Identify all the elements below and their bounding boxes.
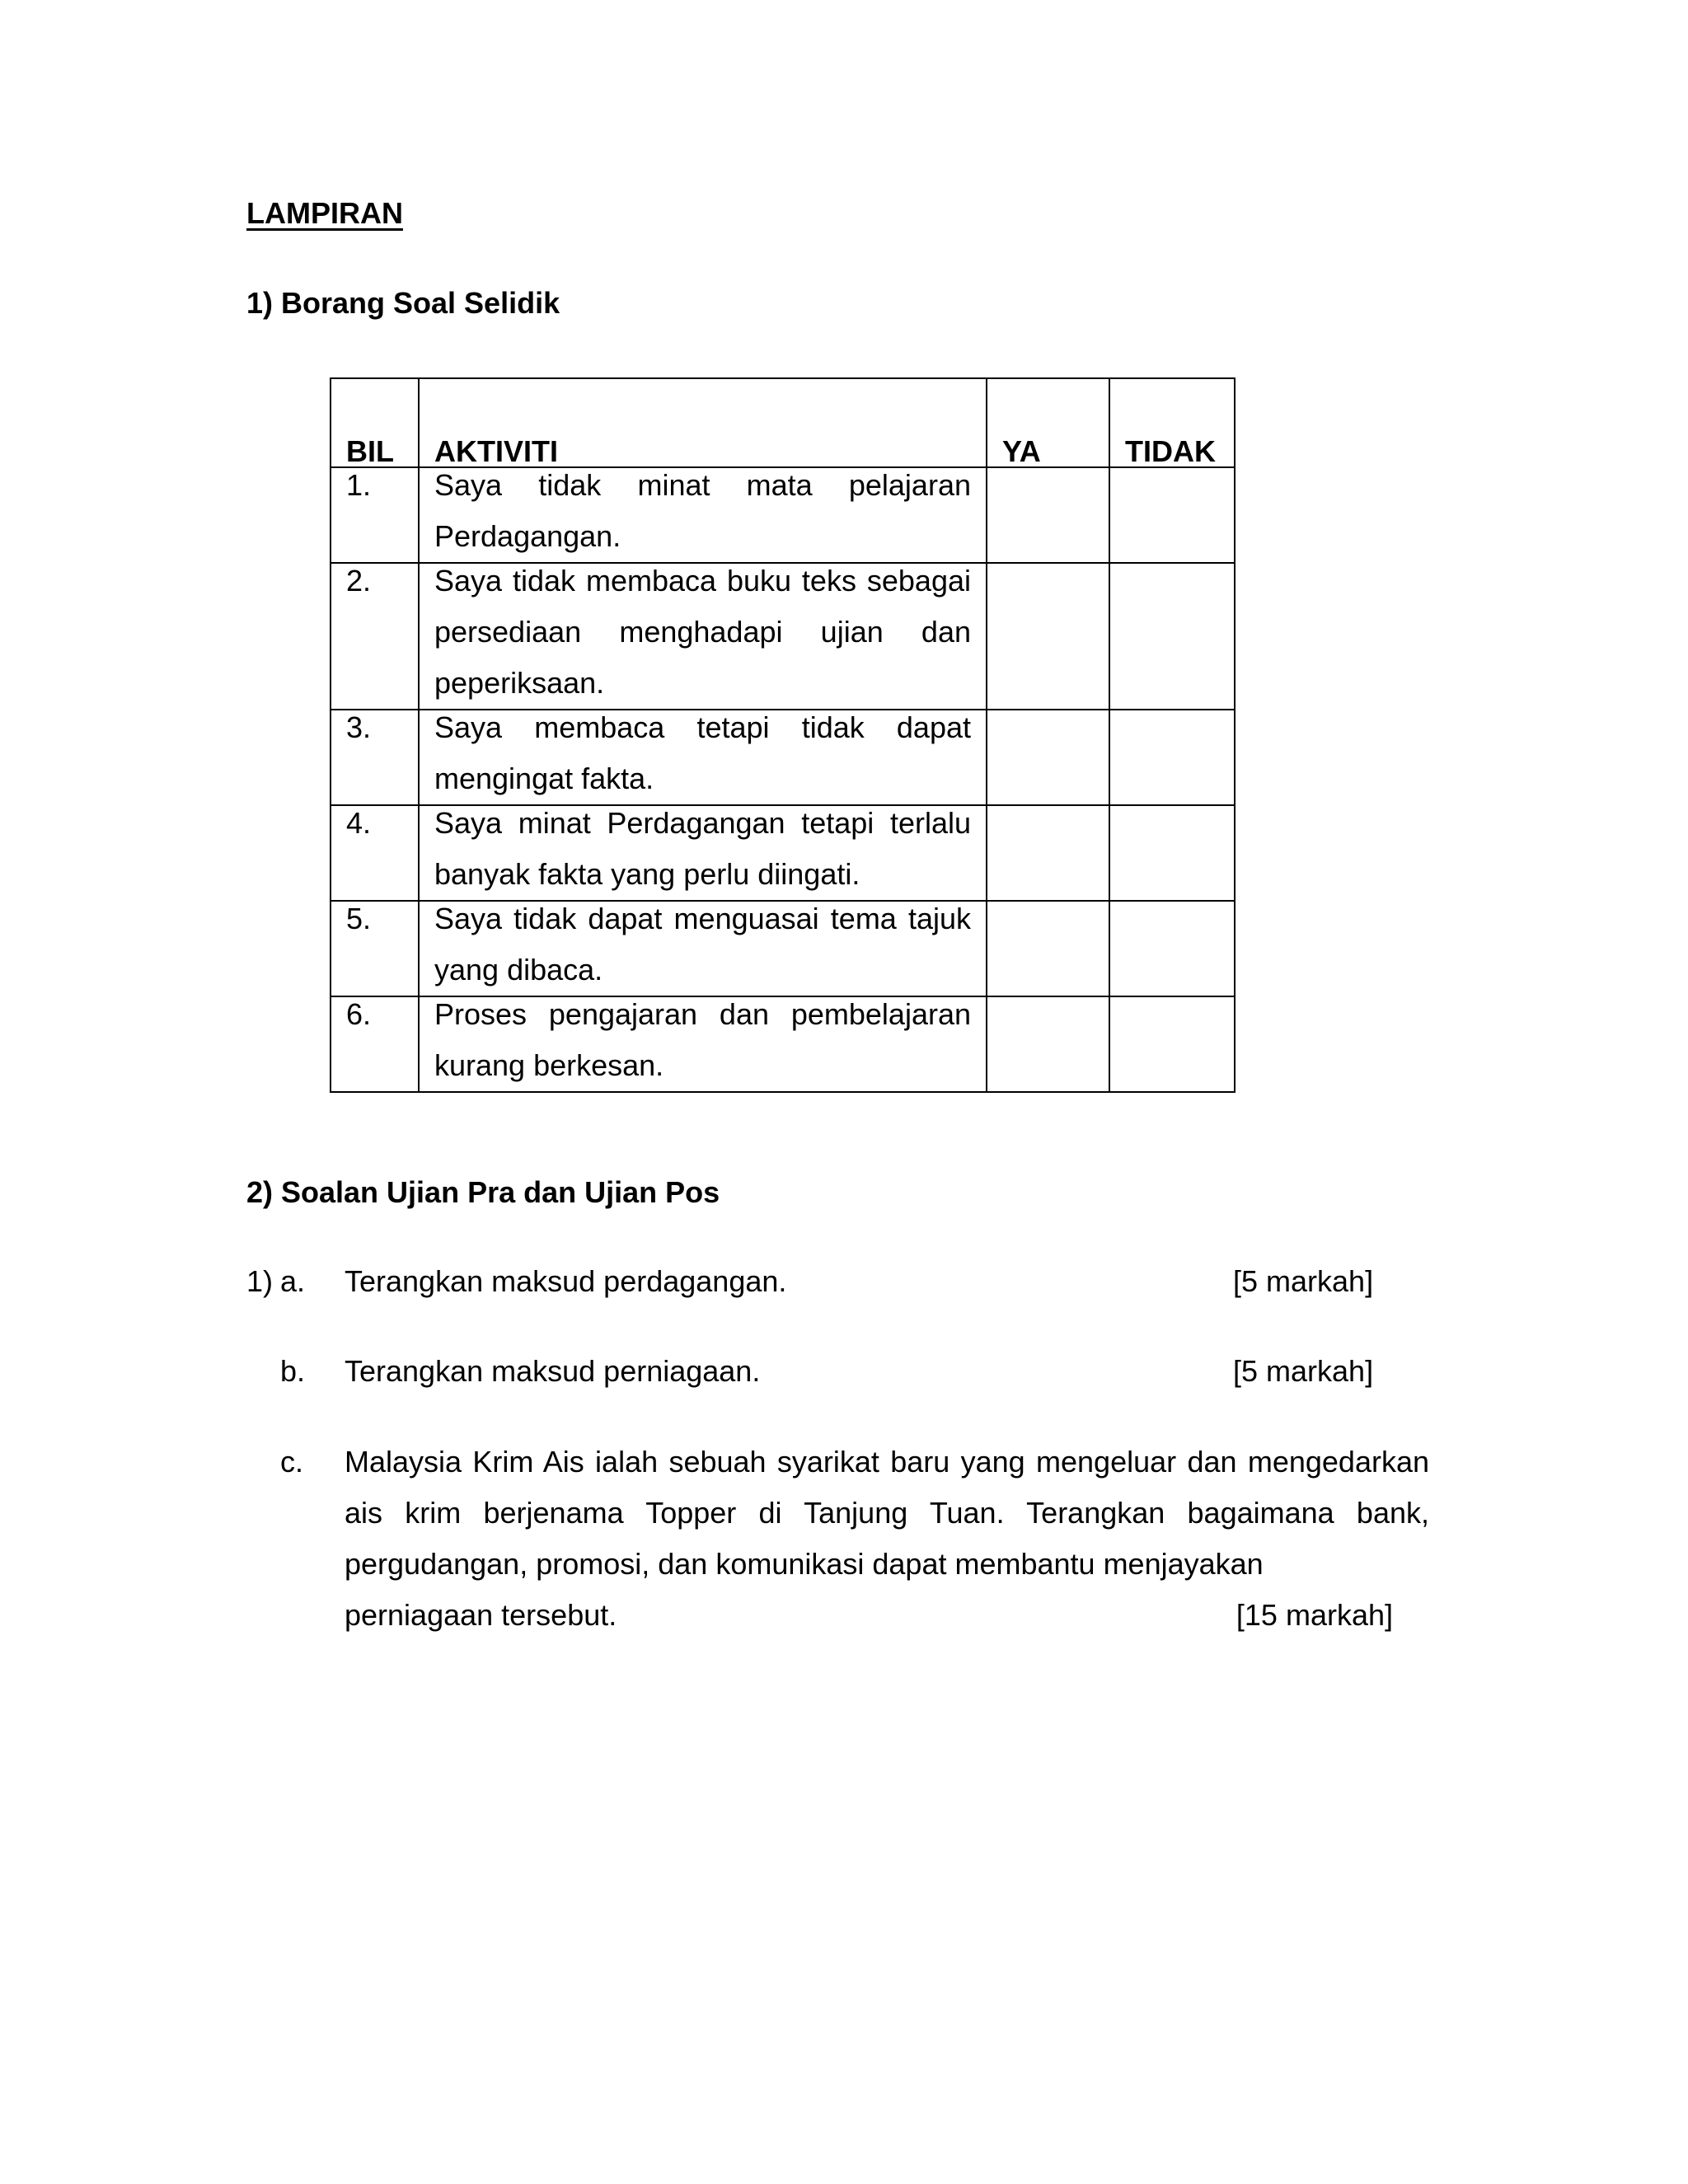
- tidak-cell[interactable]: [1109, 996, 1235, 1092]
- survey-table: [330, 377, 1236, 1093]
- question-marks: [5 markah]: [1233, 1354, 1374, 1388]
- row-activity-text: Saya tidak dapat menguasai tema tajuk yang dibaca.: [434, 902, 971, 987]
- row-number: 3.: [331, 710, 419, 805]
- row-number: 2.: [331, 563, 419, 710]
- tidak-cell[interactable]: [1109, 467, 1235, 563]
- question-letter: a.: [280, 1264, 306, 1298]
- question-b: [0, 1346, 1688, 1397]
- ya-cell[interactable]: [987, 710, 1109, 805]
- header-aktiviti: AKTIVITI: [419, 378, 987, 467]
- question-marks: [15 markah]: [1236, 1598, 1393, 1632]
- table-row: [331, 467, 1235, 563]
- row-activity: [419, 563, 987, 710]
- tidak-cell[interactable]: [1109, 901, 1235, 996]
- ya-cell[interactable]: [987, 805, 1109, 901]
- question-number: 1): [246, 1264, 274, 1298]
- ya-cell[interactable]: [987, 467, 1109, 563]
- question-text-end: perniagaan tersebut.: [345, 1598, 617, 1632]
- row-activity-text: Saya membaca tetapi tidak dapat mengingat fakta.: [434, 710, 971, 795]
- row-number: 5.: [331, 901, 419, 996]
- ya-cell[interactable]: [987, 996, 1109, 1092]
- question-last-line: [345, 1590, 1393, 1641]
- row-activity-text: Proses pengajaran dan pembelajaran kurang berkesan.: [434, 997, 971, 1082]
- row-activity: [419, 805, 987, 901]
- ya-cell[interactable]: [987, 901, 1109, 996]
- table-row: [331, 901, 1235, 996]
- page-title: LAMPIRAN: [246, 196, 403, 230]
- tidak-cell[interactable]: [1109, 805, 1235, 901]
- row-activity: [419, 710, 987, 805]
- question-letter: b.: [280, 1354, 306, 1388]
- table-row: [331, 805, 1235, 901]
- row-number: 4.: [331, 805, 419, 901]
- header-bil: BIL: [331, 378, 419, 467]
- question-letter: c.: [280, 1445, 304, 1479]
- table-row: [331, 563, 1235, 710]
- table-header-row: [331, 378, 1235, 467]
- row-number: 1.: [331, 467, 419, 563]
- header-tidak: TIDAK: [1109, 378, 1235, 467]
- header-ya: YA: [987, 378, 1109, 467]
- row-activity: [419, 467, 987, 563]
- row-activity: [419, 901, 987, 996]
- row-number: 6.: [331, 996, 419, 1092]
- row-activity-text: Saya tidak membaca buku teks sebagai persediaan menghadapi ujian dan peperiksaan.: [434, 564, 971, 700]
- tidak-cell[interactable]: [1109, 563, 1235, 710]
- table-row: [331, 710, 1235, 805]
- question-text: Terangkan maksud perniagaan.: [345, 1354, 761, 1388]
- tidak-cell[interactable]: [1109, 710, 1235, 805]
- question-marks: [5 markah]: [1233, 1264, 1374, 1298]
- row-activity: [419, 996, 987, 1092]
- row-activity-text: Saya minat Perdagangan tetapi terlalu banyak fakta yang perlu diingati.: [434, 806, 971, 891]
- section-heading-survey: 1) Borang Soal Selidik: [246, 286, 560, 320]
- table-row: [331, 996, 1235, 1092]
- question-text: Terangkan maksud perdagangan.: [345, 1264, 787, 1298]
- question-c: [345, 1436, 1429, 1641]
- row-activity-text: Saya tidak minat mata pelajaran Perdagangan.: [434, 468, 971, 553]
- ya-cell[interactable]: [987, 563, 1109, 710]
- question-a: [0, 1256, 1688, 1307]
- section-heading-questions: 2) Soalan Ujian Pra dan Ujian Pos: [246, 1175, 720, 1209]
- question-text: Malaysia Krim Ais ialah sebuah syarikat baru yang mengeluar dan mengedarkan ais krim berjenama Topper di Tanjung Tuan. Terangkan bagaimana bank, pergudangan, promosi, dan komunikasi dapat membantu menjayakan: [345, 1445, 1429, 1581]
